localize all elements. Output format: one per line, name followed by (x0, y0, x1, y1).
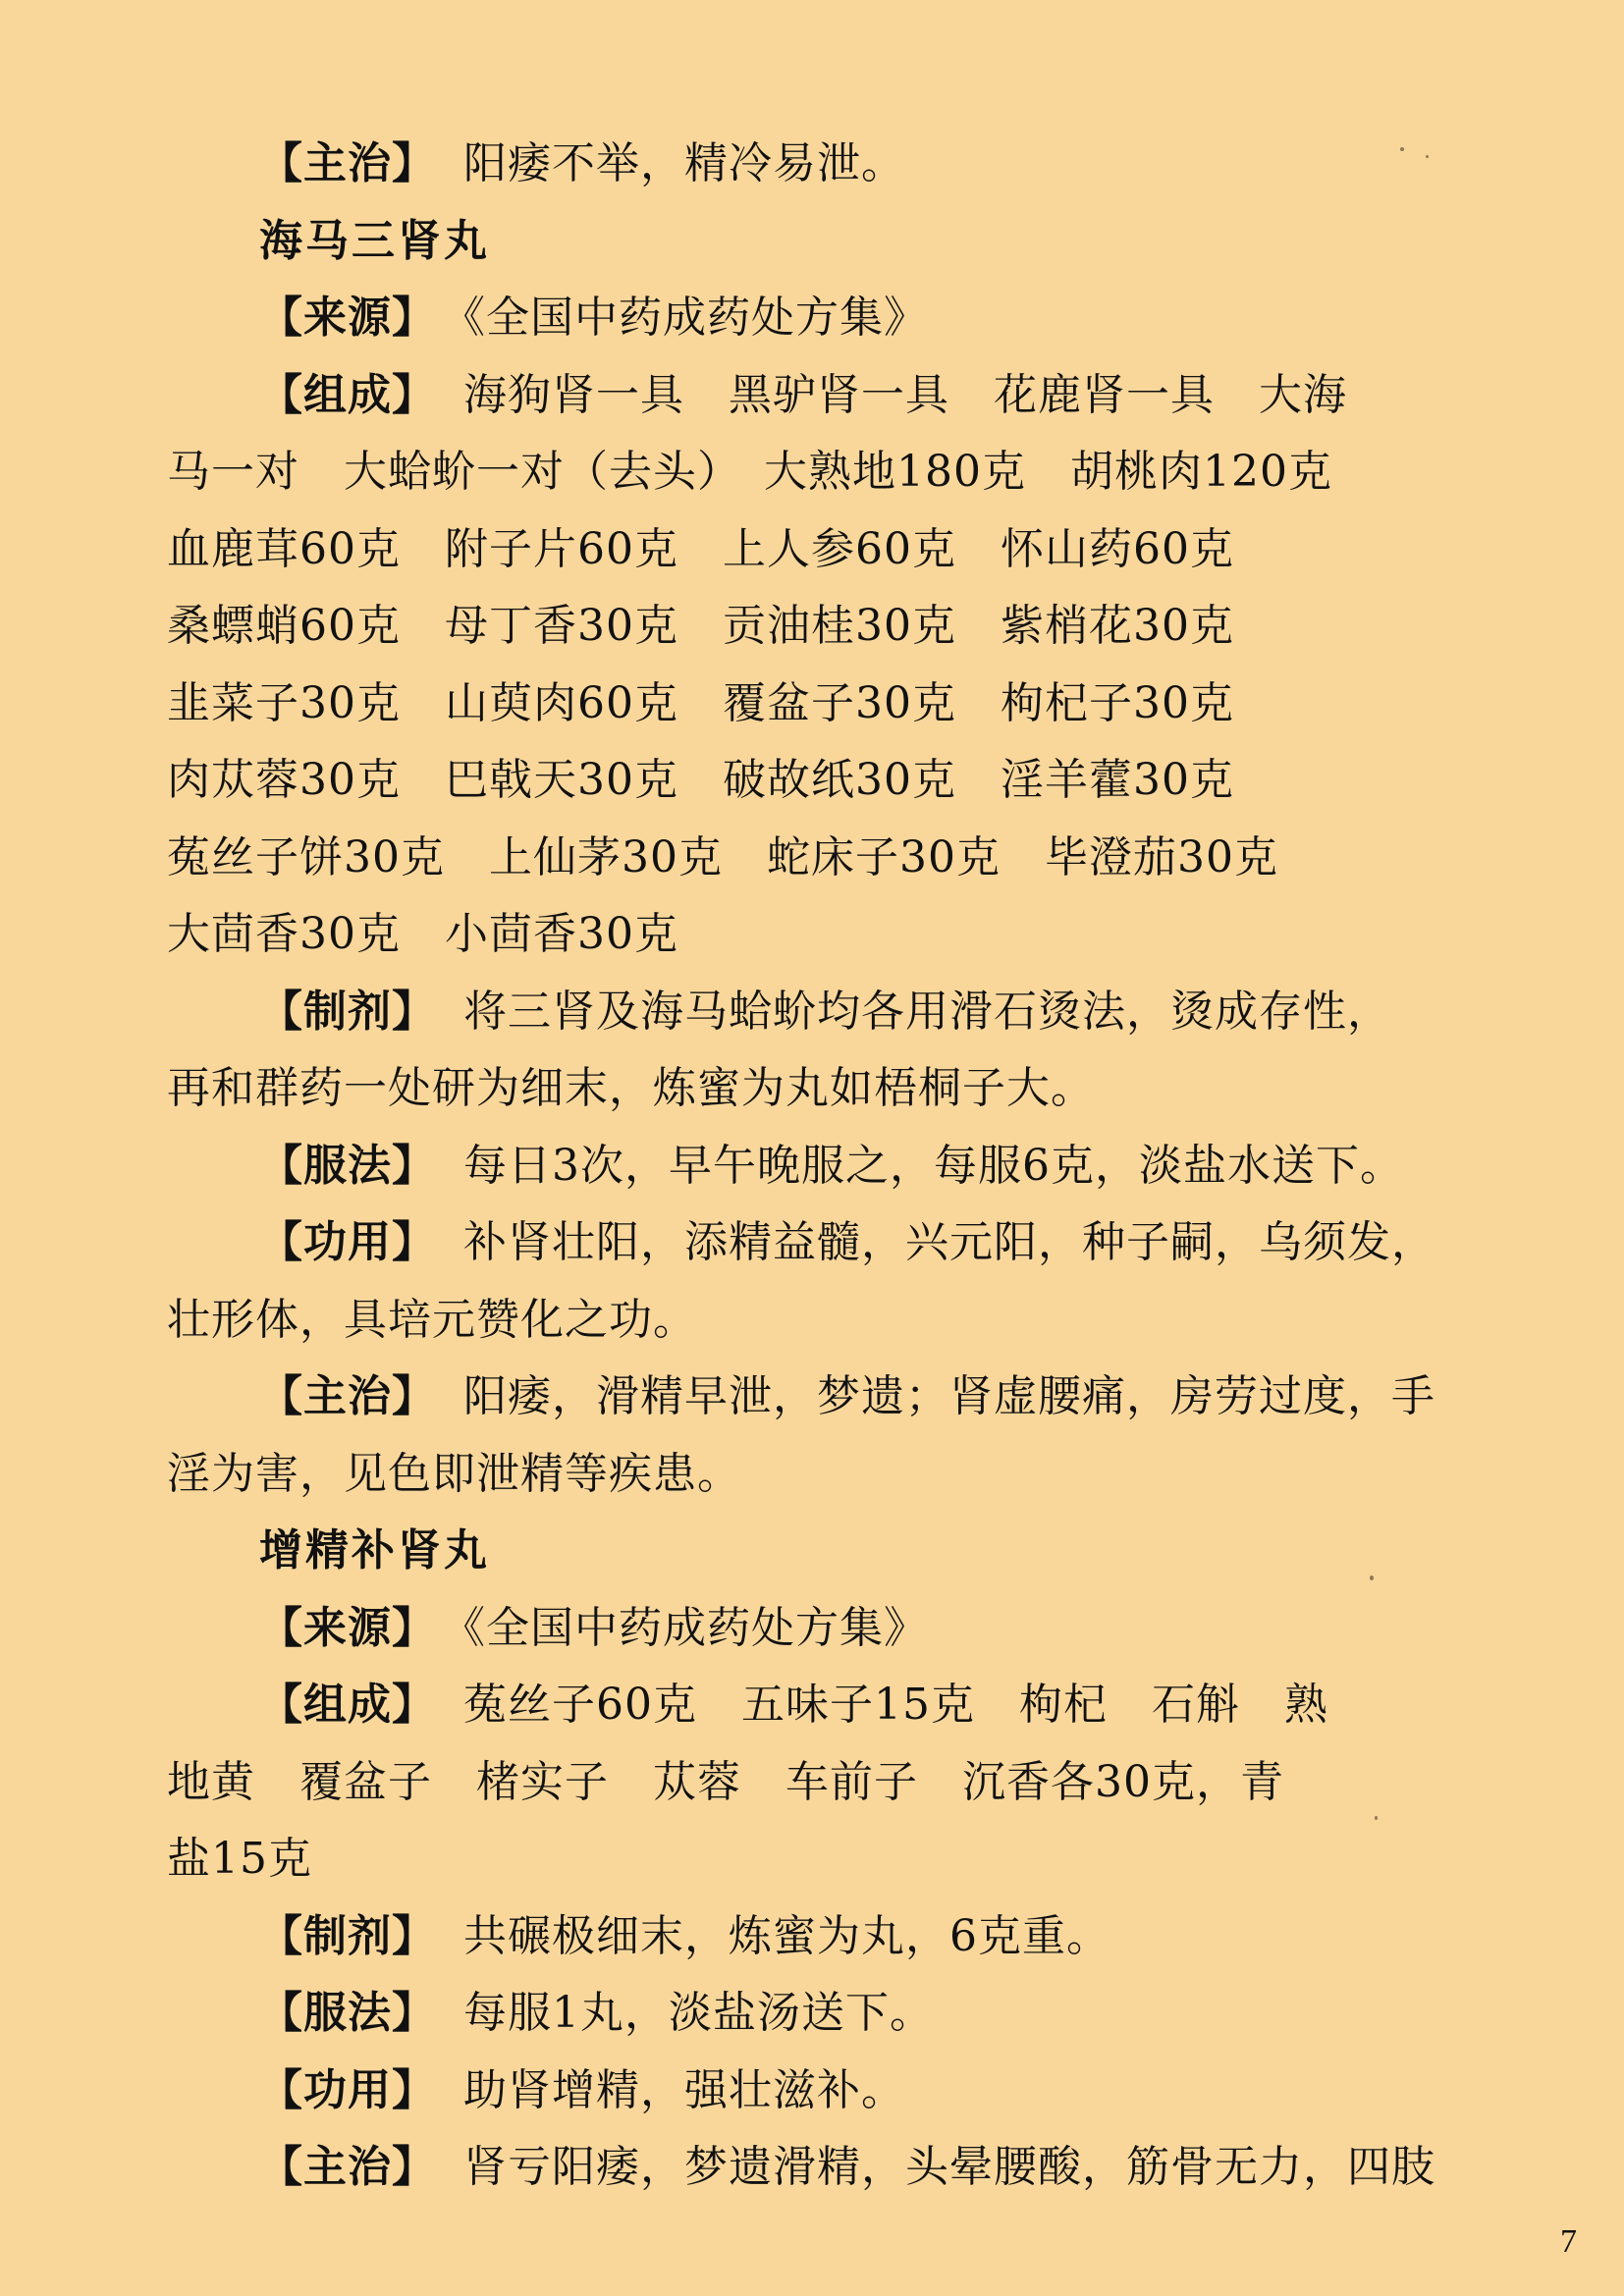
line-text: 《全国中药成药处方集》 (463, 293, 928, 343)
line-text: 壮形体，具培元赞化之功。 (167, 1294, 697, 1345)
text-line (167, 126, 1483, 203)
recipe-title: 海马三肾丸 (259, 215, 490, 266)
text-line (167, 1282, 1483, 1360)
text-line (167, 2129, 1483, 2207)
line-text: 阳痿不举，精冷易泄。 (463, 138, 905, 188)
line-text: 补肾壮阳，添精益髓，兴元阳，种子嗣，乌须发， (463, 1217, 1435, 1267)
section-label: 【制剂】 (259, 1910, 436, 1961)
line-text: 血鹿茸60克 附子片60克 上人参60克 怀山药60克 (167, 523, 1234, 574)
section-label: 【服法】 (259, 1988, 436, 2038)
scan-speck (1400, 147, 1404, 151)
section-label: 【主治】 (259, 138, 436, 188)
text-line (167, 974, 1483, 1051)
section-label: 【来源】 (259, 293, 436, 343)
line-text: 淫为害，见色即泄精等疾患。 (167, 1448, 741, 1499)
text-line (167, 1050, 1483, 1128)
line-text: 海狗肾一具 黑驴肾一具 花鹿肾一具 大海 (463, 369, 1347, 420)
text-line (167, 280, 1483, 357)
document-body (167, 126, 1483, 2207)
section-label: 【服法】 (259, 1140, 436, 1191)
text-line (167, 357, 1483, 435)
line-text: 地黄 覆盆子 楮实子 苁蓉 车前子 沉香各30克，青 (167, 1756, 1284, 1807)
line-text: 将三肾及海马蛤蚧均各用滑石烫法，烫成存性， (463, 986, 1391, 1037)
line-text: 马一对 大蛤蚧一对（去头） 大熟地180克 胡桃肉120克 (167, 447, 1332, 497)
text-line (167, 511, 1483, 589)
line-text: 每日3次，早午晚服之，每服6克，淡盐水送下。 (463, 1140, 1404, 1191)
line-text: 韭菜子30克 山萸肉60克 覆盆子30克 枸杞子30克 (167, 677, 1234, 728)
text-line (167, 588, 1483, 666)
text-line (167, 1821, 1483, 1898)
line-text: 阳痿，滑精早泄，梦遗；肾虚腰痛，房劳过度，手 (463, 1371, 1435, 1421)
text-line (167, 1359, 1483, 1436)
section-label: 【组成】 (259, 369, 436, 420)
line-text: 大茴香30克 小茴香30克 (167, 909, 678, 959)
line-text: 《全国中药成药处方集》 (463, 1602, 928, 1653)
section-label: 【功用】 (259, 1217, 436, 1267)
line-text: 每服1丸，淡盐汤送下。 (463, 1988, 934, 2038)
section-label: 【组成】 (259, 1680, 436, 1730)
text-line (167, 896, 1483, 974)
line-text: 再和群药一处研为细末，炼蜜为丸如梧桐子大。 (167, 1063, 1095, 1113)
line-text: 盐15克 (167, 1834, 312, 1884)
text-line (167, 1128, 1483, 1205)
line-text: 菟丝子60克 五味子15克 枸杞 石斛 熟 (463, 1680, 1328, 1730)
scan-speck (1426, 155, 1429, 158)
line-text: 桑螵蛸60克 母丁香30克 贡油桂30克 紫梢花30克 (167, 601, 1234, 651)
text-line (167, 820, 1483, 897)
page-number: 7 (1560, 2223, 1577, 2260)
line-text: 助肾增精，强壮滋补。 (463, 2064, 905, 2115)
line-text: 共碾极细末，炼蜜为丸，6克重。 (463, 1910, 1110, 1961)
text-line (167, 434, 1483, 511)
text-line (167, 2053, 1483, 2130)
text-line (167, 1590, 1483, 1668)
scan-speck (1370, 1575, 1374, 1580)
line-text: 肾亏阳痿，梦遗滑精，头晕腰酸，筋骨无力，四肢 (463, 2142, 1435, 2192)
section-label: 【主治】 (259, 2142, 436, 2192)
text-line (167, 742, 1483, 820)
text-line (167, 1436, 1483, 1514)
line-text: 肉苁蓉30克 巴戟天30克 破故纸30克 淫羊藿30克 (167, 755, 1234, 805)
recipe-title: 增精补肾丸 (259, 1525, 490, 1575)
text-line (167, 1975, 1483, 2053)
section-label: 【功用】 (259, 2064, 436, 2115)
text-line (167, 666, 1483, 743)
section-label: 【来源】 (259, 1602, 436, 1653)
text-line (167, 1744, 1483, 1822)
text-line (167, 1898, 1483, 1976)
line-text: 菟丝子饼30克 上仙茅30克 蛇床子30克 毕澄茄30克 (167, 831, 1278, 882)
section-label: 【制剂】 (259, 986, 436, 1037)
text-line (167, 1204, 1483, 1282)
text-line (167, 1667, 1483, 1744)
section-label: 【主治】 (259, 1371, 436, 1421)
scan-speck (1375, 1816, 1378, 1820)
